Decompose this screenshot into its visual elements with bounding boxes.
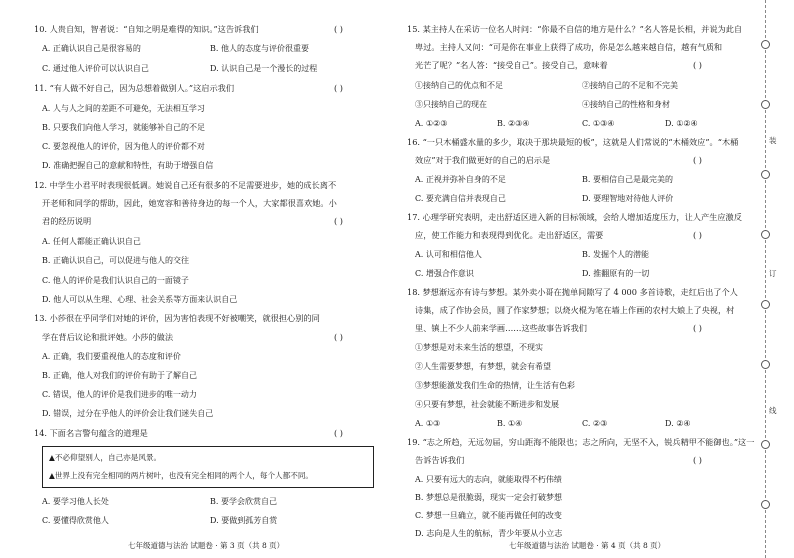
q15-answer-paren: ( ) <box>693 60 702 70</box>
q15-option-b: B. ②③④ <box>497 119 530 128</box>
q13-answer-paren: ( ) <box>334 332 343 342</box>
q18-line-1: 18. 梦想渐远亦有诗与梦想。某外卖小哥在抛单间隙写了 4 000 多首诗歌，走红后出了个人 <box>407 287 738 297</box>
binding-hole-icon <box>761 230 770 239</box>
q10-option-c: C. 通过他人评价可以认识自己 <box>42 64 149 73</box>
q18-answer-paren: ( ) <box>693 323 702 333</box>
q15-option-d: D. ①②④ <box>665 119 698 128</box>
q13-option-d: D. 错误，过分在乎他人的评价会让我们迷失自己 <box>42 409 214 418</box>
binding-margin <box>740 0 794 558</box>
q19-option-c: C. 梦想一旦确立，就不能再做任何的改变 <box>415 511 562 520</box>
q13-line-1: 13. 小莎很在乎同学们对她的评价，因为害怕表现不好被嘲笑，就很担心别的同 <box>34 313 320 323</box>
q15-statement-1: ①接纳自己的优点和不足 <box>415 81 503 90</box>
q15-line-3: 光芒了呢？”名人答：“接受自己”。接受自己，意味着 <box>415 60 608 70</box>
q18-statement-2: ②人生需要梦想，有梦想，就会有希望 <box>415 362 551 371</box>
q18-statement-3: ③梦想能激发我们生命的热情，让生活有色彩 <box>415 381 575 390</box>
q10-option-d: D. 认识自己是一个漫长的过程 <box>210 64 318 73</box>
binding-hole-icon <box>761 440 770 449</box>
q15-line-2: 卑过。主持人又问：“可是你在事业上获得了成功，你是怎么越来越自信，越有气质和 <box>415 42 723 52</box>
q15-statement-4: ④接纳自己的性格和身材 <box>582 100 670 109</box>
q14-quote-box <box>42 446 374 488</box>
q13-option-b: B. 正确，他人对我们的评价有助于了解自己 <box>42 371 197 380</box>
q13-option-c: C. 错误，他人的评价是我们进步的唯一动力 <box>42 390 197 399</box>
q17-answer-paren: ( ) <box>693 230 702 240</box>
q15-option-a: A. ①②③ <box>415 119 448 128</box>
q18-option-b: B. ①④ <box>497 419 523 428</box>
q10-answer-paren: ( ) <box>334 24 343 34</box>
q19-answer-paren: ( ) <box>693 455 702 465</box>
q14-option-b: B. 要学会欣赏自己 <box>210 497 277 506</box>
q11-option-b: B. 只要我们向他人学习，就能够补自己的不足 <box>42 123 205 132</box>
q18-line-2: 诗集，成了作协会员，圆了作家梦想；以烧火棍为笔在墙上作画的农村大娘上了央视，村 <box>415 305 735 315</box>
q17-option-b: B. 发掘个人的潜能 <box>582 250 649 259</box>
q18-option-a: A. ①③ <box>415 419 441 428</box>
q12-line-1: 12. 中学生小君平时表现很低调。她说自己还有很多的不足需要进步，她的成长离不 <box>34 180 337 190</box>
q11-option-d: D. 准确把握自己的意献和特性，有助于增强自信 <box>42 161 214 170</box>
q11-answer-paren: ( ) <box>334 83 343 93</box>
q11-option-c: C. 要忽视他人的评价，因为他人的评价都不对 <box>42 142 205 151</box>
q16-option-d: D. 要理智地对待他人评价 <box>582 194 674 203</box>
binding-hole-icon <box>761 360 770 369</box>
q12-line-3: 君的经历说明 <box>42 216 92 226</box>
right-page-footer: 七年级道德与法治 试题卷 · 第 4 页（共 8 页） <box>509 541 666 550</box>
binding-hole-icon <box>761 100 770 109</box>
q14-option-d: D. 要做到孤芳自赏 <box>210 516 278 525</box>
q12-option-a: A. 任何人都能正确认识自己 <box>42 237 141 246</box>
q17-line-2: 应，使工作能力和表现得到优化。走出舒适区，需要 <box>415 230 604 240</box>
q17-option-c: C. 增强合作意识 <box>415 269 474 278</box>
binding-hole-icon <box>761 170 770 179</box>
binding-hole-icon <box>761 40 770 49</box>
q13-line-2: 学在背后议论和批评她。小莎的做法 <box>42 332 174 342</box>
binding-hole-icon <box>761 300 770 309</box>
q10-option-a: A. 正确认识自己是很容易的 <box>42 44 141 53</box>
q16-option-a: A. 正视并弥补自身的不足 <box>415 175 506 184</box>
q10-option-b: B. 他人的态度与评价很重要 <box>210 44 309 53</box>
q16-answer-paren: ( ) <box>693 155 702 165</box>
q19-option-a: A. 只要有远大的志向，就能取得不朽伟绩 <box>415 475 562 484</box>
q15-statement-2: ②接纳自己的不足和不完美 <box>582 81 678 90</box>
q13-option-a: A. 正确，我们要重视他人的态度和评价 <box>42 352 181 361</box>
q10-stem: 10. 人贵自知，智者说：“自知之明是难得的知识。”这告诉我们 <box>34 24 259 34</box>
binding-hole-icon <box>761 500 770 509</box>
q19-option-d: D. 志向是人生的航标，青少年要从小立志 <box>415 529 563 538</box>
q18-option-c: C. ②③ <box>582 419 608 428</box>
q18-statement-1: ①梦想是对未来生活的想望，不现实 <box>415 343 543 352</box>
q14-stem: 14. 下面名言警句蕴含的道理是 <box>34 428 148 438</box>
q12-option-b: B. 正确认识自己，可以促进与他人的交往 <box>42 256 189 265</box>
q18-line-3: 里、镇上不少人前来学画……这些故事告诉我们 <box>415 323 587 333</box>
q15-option-c: C. ①③④ <box>582 119 615 128</box>
binding-char-1: 装 <box>769 136 777 145</box>
q11-stem: 11. “有人做不好自己，因为总想着做别人。”这启示我们 <box>34 83 235 93</box>
right-page <box>397 0 794 558</box>
q14-option-a: A. 要学习他人长处 <box>42 497 109 506</box>
q17-option-a: A. 认可和相信他人 <box>415 250 482 259</box>
q19-option-b: B. 梦想总是很脆弱，现实一定会打破梦想 <box>415 493 562 502</box>
q12-option-c: C. 他人的评价是我们认识自己的一面镜子 <box>42 276 189 285</box>
q12-answer-paren: ( ) <box>334 216 343 226</box>
q19-line-2: 告诉告诉我们 <box>415 455 465 465</box>
binding-char-2: 订 <box>769 269 777 278</box>
q16-line-1: 16. “一只木桶盛水量的多少，取决于那块最短的板”，这就是人们常说的“木桶效应”。“木桶 <box>407 137 739 147</box>
q17-line-1: 17. 心理学研究表明，走出舒适区进入新的目标领域，会给人增加适度压力，让人产生应激反 <box>407 212 742 222</box>
binding-dashed-line <box>765 0 766 558</box>
q15-line-1: 15. 某主持人在采访一位名人时问：“你最不自信的地方是什么？”名人答是长相，并说为此自 <box>407 24 743 34</box>
q11-option-a: A. 人与人之间的差距不可避免，无法相互学习 <box>42 104 205 113</box>
q16-option-b: B. 要相信自己是最完美的 <box>582 175 673 184</box>
q14-option-c: C. 要懂得欣赏他人 <box>42 516 109 525</box>
q15-statement-3: ③只接纳自己的现在 <box>415 100 487 109</box>
q18-option-d: D. ②④ <box>665 419 691 428</box>
q16-line-2: 效应”对于我们做更好的自己的启示是 <box>415 155 551 165</box>
binding-char-3: 线 <box>769 406 777 415</box>
q14-quote-2: ▲世界上没有完全相同的两片树叶，也没有完全相同的两个人，每个人都不同。 <box>49 471 314 480</box>
q16-option-c: C. 要充满自信并表现自己 <box>415 194 506 203</box>
q12-option-d: D. 他人可以从生理、心理、社会关系等方面来认识自己 <box>42 295 238 304</box>
q12-line-2: 开老师和同学的帮助，因此，她宽容和善待身边的每一个人，大家都很喜欢她。小 <box>42 198 337 208</box>
q18-statement-4: ④只要有梦想，社会就能不断进步和发展 <box>415 400 559 409</box>
left-page-footer: 七年级道德与法治 试题卷 · 第 3 页（共 8 页） <box>128 541 285 550</box>
q14-quote-1: ▲不必仰望别人，自己亦是风景。 <box>49 453 162 462</box>
q17-option-d: D. 推翻原有的一切 <box>582 269 650 278</box>
q14-answer-paren: ( ) <box>334 428 343 438</box>
q19-line-1: 19. “志之所趋，无远勿届，穷山距海不能限也；志之所向，无坚不入，锐兵精甲不能御也。”这一 <box>407 437 755 447</box>
